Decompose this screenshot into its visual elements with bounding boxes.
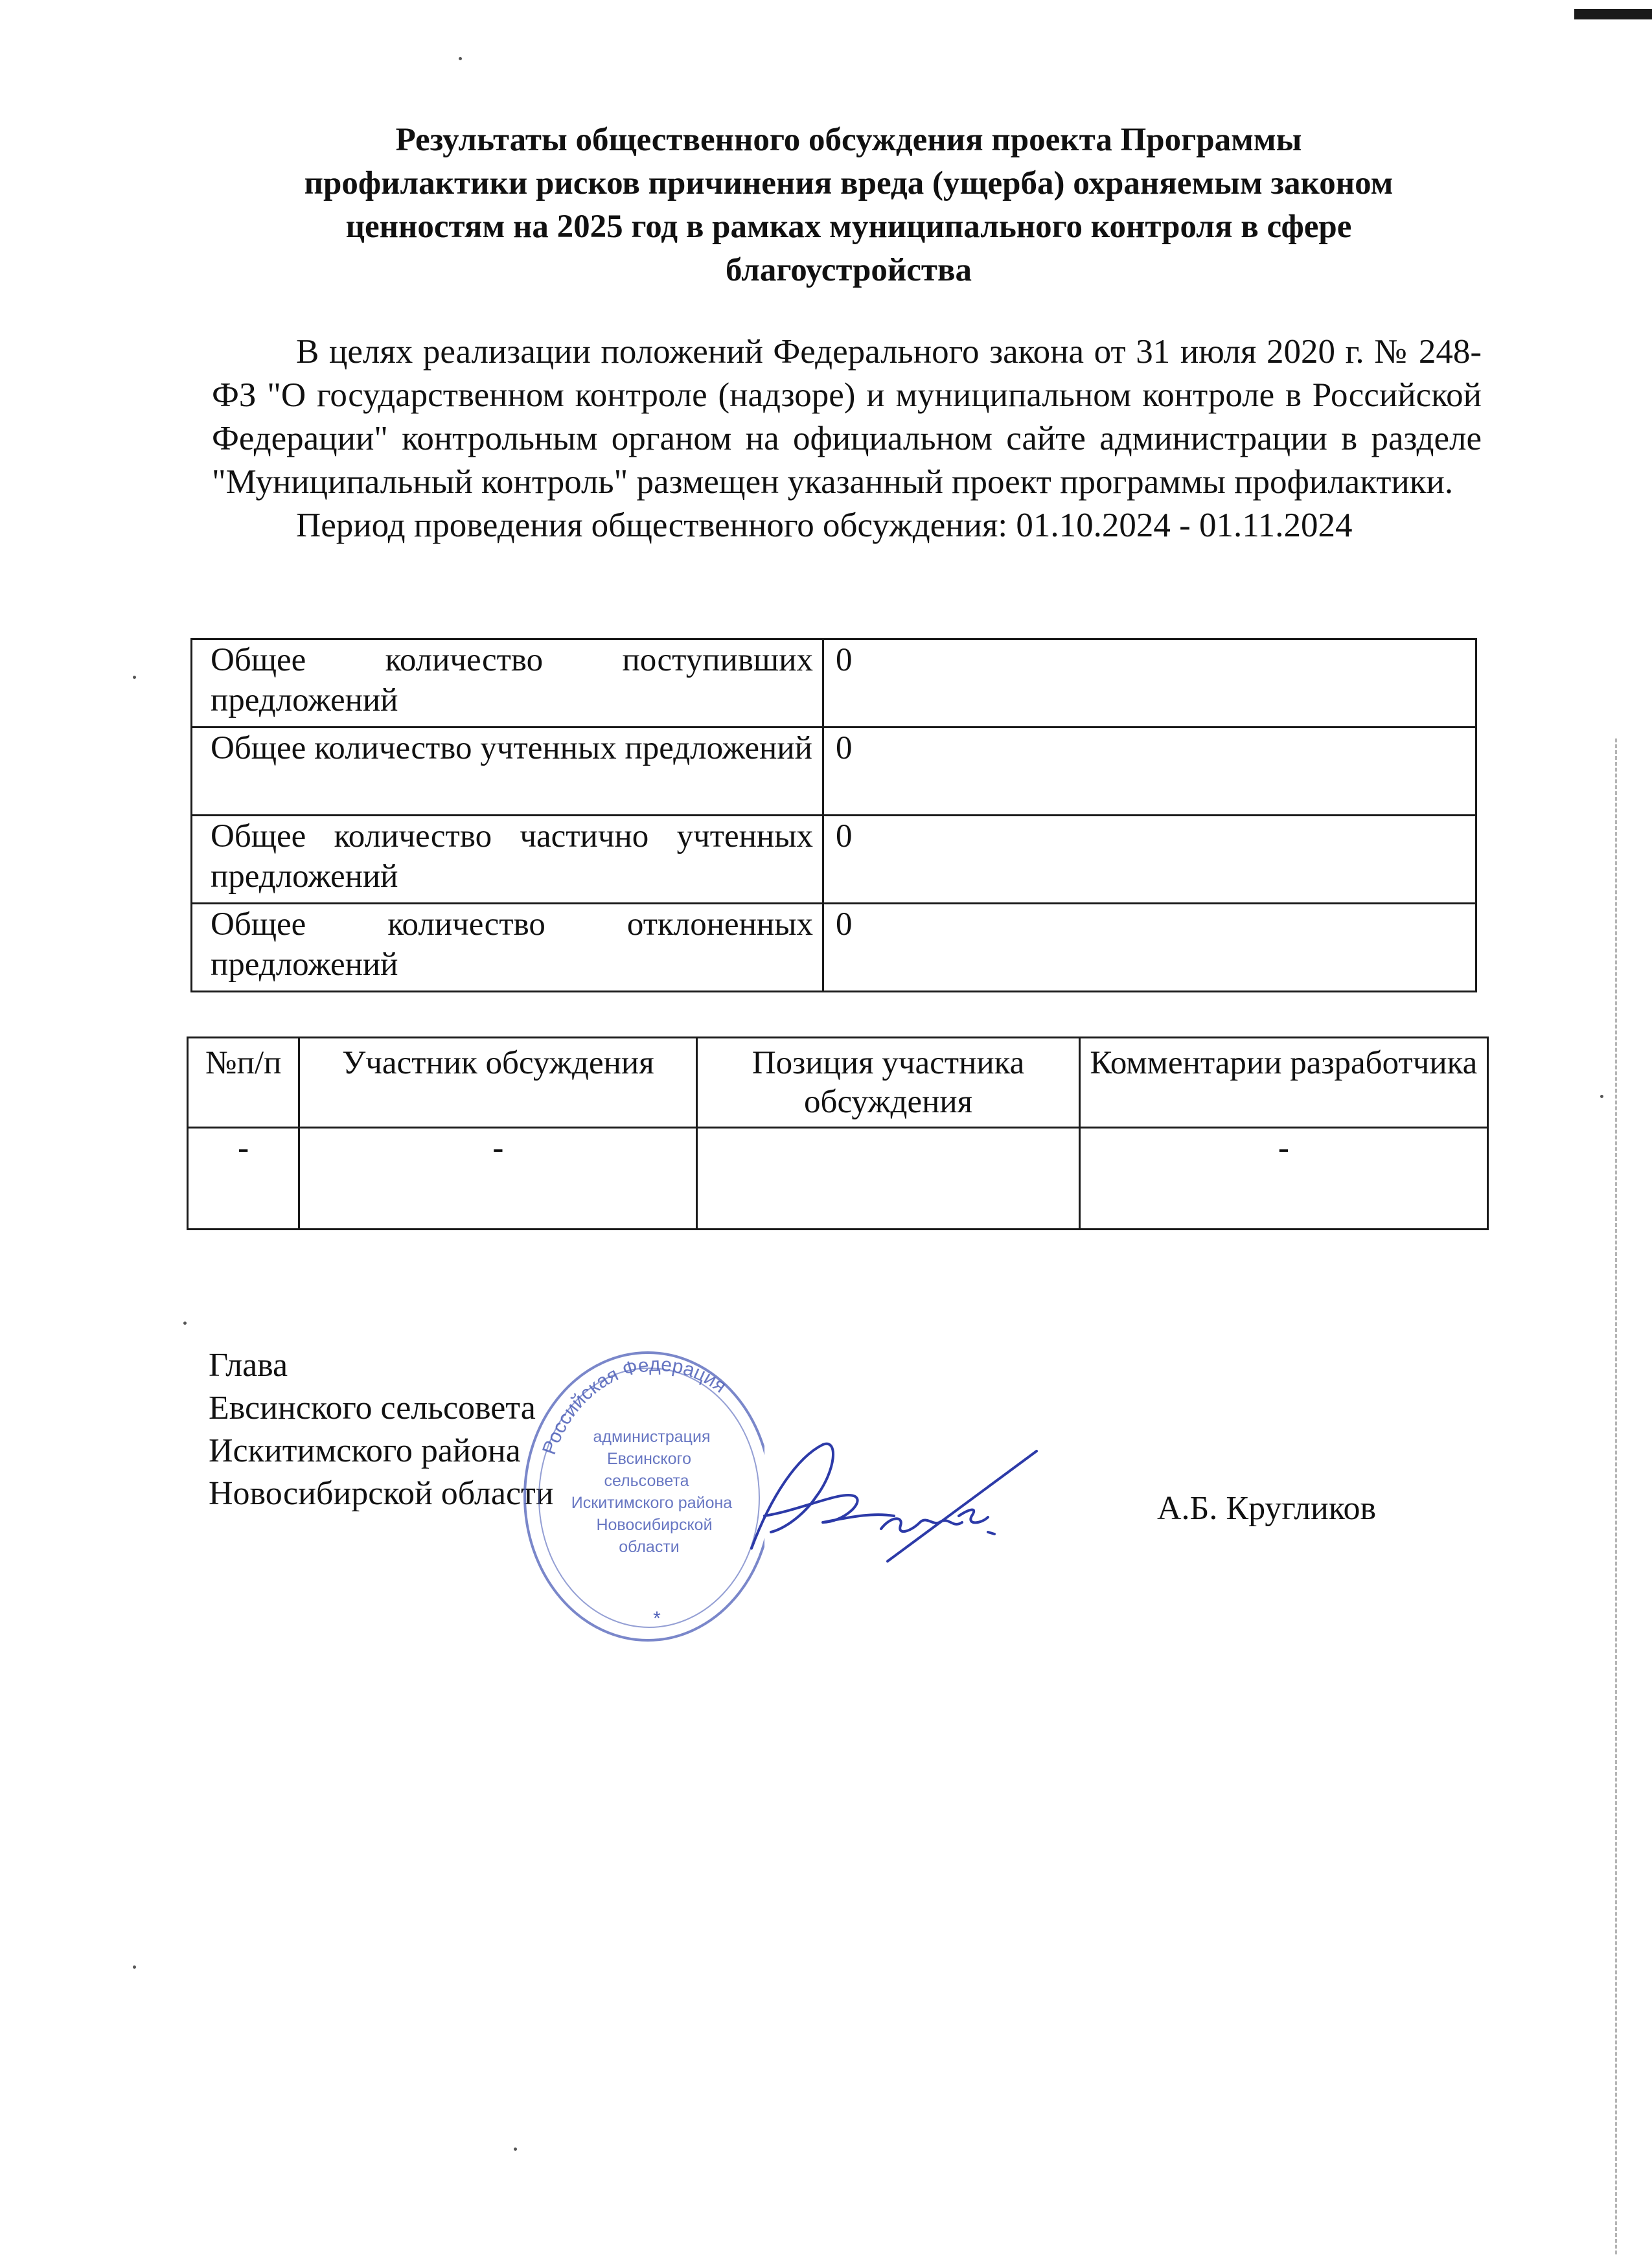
scan-speck xyxy=(183,1322,187,1325)
table-row xyxy=(192,727,1476,816)
table-row xyxy=(192,904,1476,992)
stats-label: Общее количество частично учтенных предложений xyxy=(192,816,823,904)
column-header-comments: Комментарии разработчика xyxy=(1079,1038,1487,1128)
stats-value: 0 xyxy=(823,639,1476,727)
table-cell: - xyxy=(299,1128,697,1230)
svg-text:Евсинского: Евсинского xyxy=(606,1450,692,1468)
table-cell: - xyxy=(188,1128,299,1230)
title-line: ценностям на 2025 год в рамках муниципального контроля в сфере xyxy=(345,209,1352,245)
stats-label: Общее количество отклоненных предложений xyxy=(192,904,823,992)
scan-speck xyxy=(133,676,136,679)
stats-value: 0 xyxy=(823,727,1476,816)
column-header-participant: Участник обсуждения xyxy=(299,1038,697,1128)
svg-text:области: области xyxy=(619,1538,680,1556)
stats-value: 0 xyxy=(823,904,1476,992)
table-header-row xyxy=(188,1038,1488,1128)
scan-edge-line xyxy=(1615,739,1617,2254)
title-line: благоустройства xyxy=(725,252,972,288)
table-row xyxy=(188,1128,1488,1230)
official-seal xyxy=(499,1322,764,1645)
title-line: профилактики рисков причинения вреда (ущерба) охраняемым законом xyxy=(304,165,1394,201)
table-row xyxy=(192,816,1476,904)
signer-position-line: Глава xyxy=(209,1347,288,1384)
stats-table xyxy=(190,638,1477,992)
handwritten-signature xyxy=(726,1419,1062,1574)
scan-speck xyxy=(514,2148,517,2151)
participants-table xyxy=(187,1037,1489,1230)
intro-paragraph: В целях реализации положений Федерального закона от 31 июля 2020 г. № 248-ФЗ "О государственном контроле (надзоре) и муниципальном контроле в Российской Федерации" контрольным органом на официальном сайте администрации в разделе "Муниципальный контроль" размещен указанный проект программы профилактики. xyxy=(212,333,1482,501)
table-row xyxy=(192,639,1476,727)
discussion-period: Период проведения общественного обсуждения: 01.10.2024 - 01.11.2024 xyxy=(296,507,1353,544)
signer-position-line: Искитимского района xyxy=(209,1432,521,1469)
column-header-position: Позиция участника обсуждения xyxy=(697,1038,1079,1128)
svg-text:Искитимского района: Искитимского района xyxy=(571,1494,733,1512)
document-title xyxy=(214,119,1484,292)
svg-text:Новосибирской: Новосибирской xyxy=(596,1516,713,1534)
scan-speck xyxy=(133,1965,136,1969)
scan-speck xyxy=(459,57,462,60)
stats-label: Общее количество учтенных предложений xyxy=(192,727,823,816)
table-cell: - xyxy=(1079,1128,1487,1230)
seal-inner-text xyxy=(571,1428,732,1556)
stats-label: Общее количество поступивших предложений xyxy=(192,639,823,727)
signer-position-line: Новосибирской области xyxy=(209,1475,554,1512)
seal-star-icon: * xyxy=(653,1608,661,1629)
svg-text:сельсовета: сельсовета xyxy=(604,1472,689,1490)
signer-position-line: Евсинского сельсовета xyxy=(209,1390,536,1426)
scan-speck xyxy=(1600,1095,1603,1098)
column-header-number: №п/п xyxy=(188,1038,299,1128)
document-body xyxy=(212,330,1482,547)
svg-text:администрация: администрация xyxy=(593,1428,711,1446)
title-line: Результаты общественного обсуждения проекта Программы xyxy=(395,122,1302,158)
stats-value: 0 xyxy=(823,816,1476,904)
signer-name: А.Б. Кругликов xyxy=(1157,1490,1377,1527)
seal-ring-text: Российская Федерация xyxy=(538,1353,731,1458)
table-cell xyxy=(697,1128,1079,1230)
scan-corner-mark xyxy=(1574,9,1652,19)
